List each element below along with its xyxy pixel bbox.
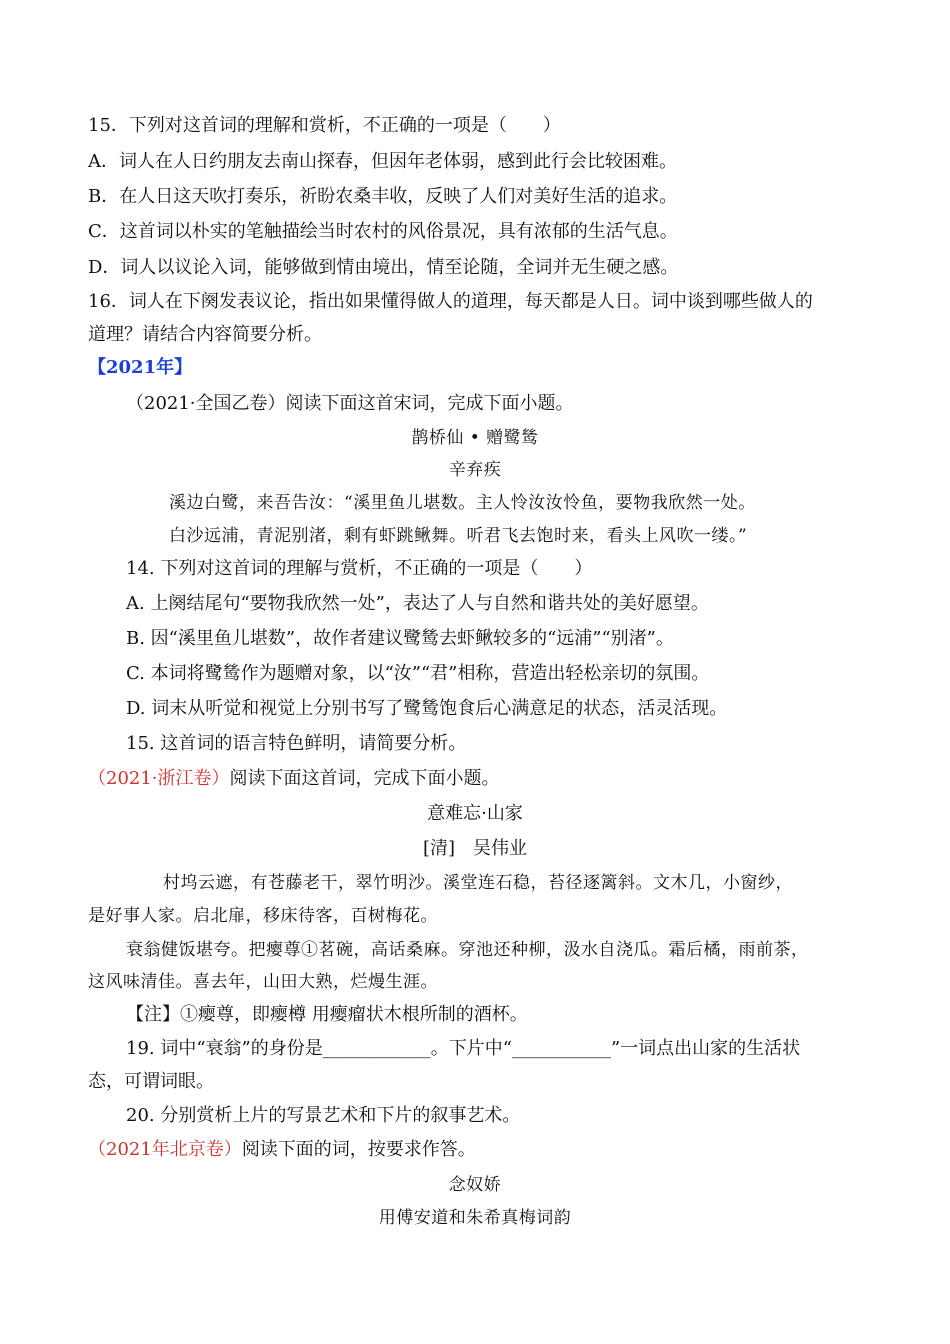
quanguo-question-15: 15. 这首词的语言特色鲜明，请简要分析。 [126,733,467,754]
question-14-stem: 14. 下列对这首词的理解与赏析，不正确的一项是（ ） [126,558,593,579]
zhejiang-para1-line-2: 是好事人家。启北扉，移床待客，百树梅花。 [88,906,438,926]
zhejiang-poem-author: [清] 吴伟业 [422,838,528,859]
beijing-intro-text: 阅读下面的词，按要求作答。 [241,1139,476,1160]
zhejiang-para2-line-1: 衰翁健饭堪夸。把瘿尊①茗碗，高话桑麻。穿池还种柳，汲水自浇瓜。霜后橘，雨前茶， [126,940,809,960]
beijing-source: （2021年北京卷） [88,1139,242,1160]
question-15-option-d: D．词人以议论入词，能够做到情由境出，情至论随，全词并无生硬之感。 [88,257,679,278]
question-19-line-1: 19. 词中“衰翁”的身份是____________。下片中“___________”一词点出山家的生活状 [126,1038,801,1059]
year-header: 【2021年】 [88,357,193,378]
question-14-option-b: B. 因“溪里鱼儿堪数”，故作者建议鹭鸶去虾鳅较多的“远浦”“别渚”。 [126,628,674,649]
question-20: 20. 分别赏析上片的写景艺术和下片的叙事艺术。 [126,1105,521,1126]
zhejiang-poem-title: 意难忘·山家 [427,803,523,824]
beijing-intro [88,1138,476,1162]
question-14-option-a: A. 上阕结尾句“要物我欣然一处”，表达了人与自然和谐共处的美好愿望。 [126,593,709,614]
zhejiang-source: （2021·浙江卷） [88,768,230,789]
question-19-line-2: 态，可谓词眼。 [88,1071,214,1092]
quanguo-poem-title: 鹊桥仙 • 赠鹭鸶 [411,428,539,448]
question-14-option-d: D. 词末从听觉和视觉上分别书写了鹭鸶饱食后心满意足的状态，活灵活现。 [126,698,728,719]
question-16-line-1: 16．词人在下阕发表议论，指出如果懂得做人的道理，每天都是人日。词中谈到哪些做人的 [88,291,813,312]
question-16-line-2: 道理？请结合内容简要分析。 [88,324,322,345]
zhejiang-para2-line-2: 这风味清佳。喜去年，山田大熟，烂熳生涯。 [88,972,438,992]
question-15-option-a: A．词人在人日约朋友去南山探春，但因年老体弱，感到此行会比较困难。 [88,151,677,172]
quanguo-poem-author: 辛弃疾 [448,460,502,480]
question-14-option-c: C. 本词将鹭鸶作为题赠对象，以“汝”“君”相称，营造出轻松亲切的氛围。 [126,663,710,684]
beijing-poem-title: 念奴娇 [448,1175,502,1195]
quanguo-poem-line-2: 白沙远浦，青泥别渚，剩有虾跳鳅舞。听君飞去饱时来，看头上风吹一缕。” [169,526,748,546]
quanguo-poem-line-1: 溪边白鹭，来吾告汝：“溪里鱼儿堪数。主人怜汝汝怜鱼，要物我欣然一处。 [169,493,756,513]
zhejiang-note: 【注】①瘿尊，即瘿樽 用瘿瘤状木根所制的酒杯。 [126,1004,528,1025]
zhejiang-intro [88,767,500,791]
question-15-stem: 15．下列对这首词的理解和赏析，不正确的一项是（ ） [88,115,561,136]
zhejiang-para1-line-1: 村坞云遮，有苍藤老干，翠竹明沙。溪堂连石稳，苔径逐篱斜。文木几，小窗纱， [163,873,793,893]
quanguo-intro: （2021·全国乙卷）阅读下面这首宋词，完成下面小题。 [126,393,574,414]
zhejiang-intro-text: 阅读下面这首词，完成下面小题。 [229,768,500,789]
question-15-option-c: C．这首词以朴实的笔触描绘当时农村的风俗景况，具有浓郁的生活气息。 [88,221,678,242]
beijing-poem-subtitle: 用傅安道和朱希真梅词韵 [378,1208,572,1228]
question-15-option-b: B．在人日这天吹打奏乐，祈盼农桑丰收，反映了人们对美好生活的追求。 [88,186,678,207]
